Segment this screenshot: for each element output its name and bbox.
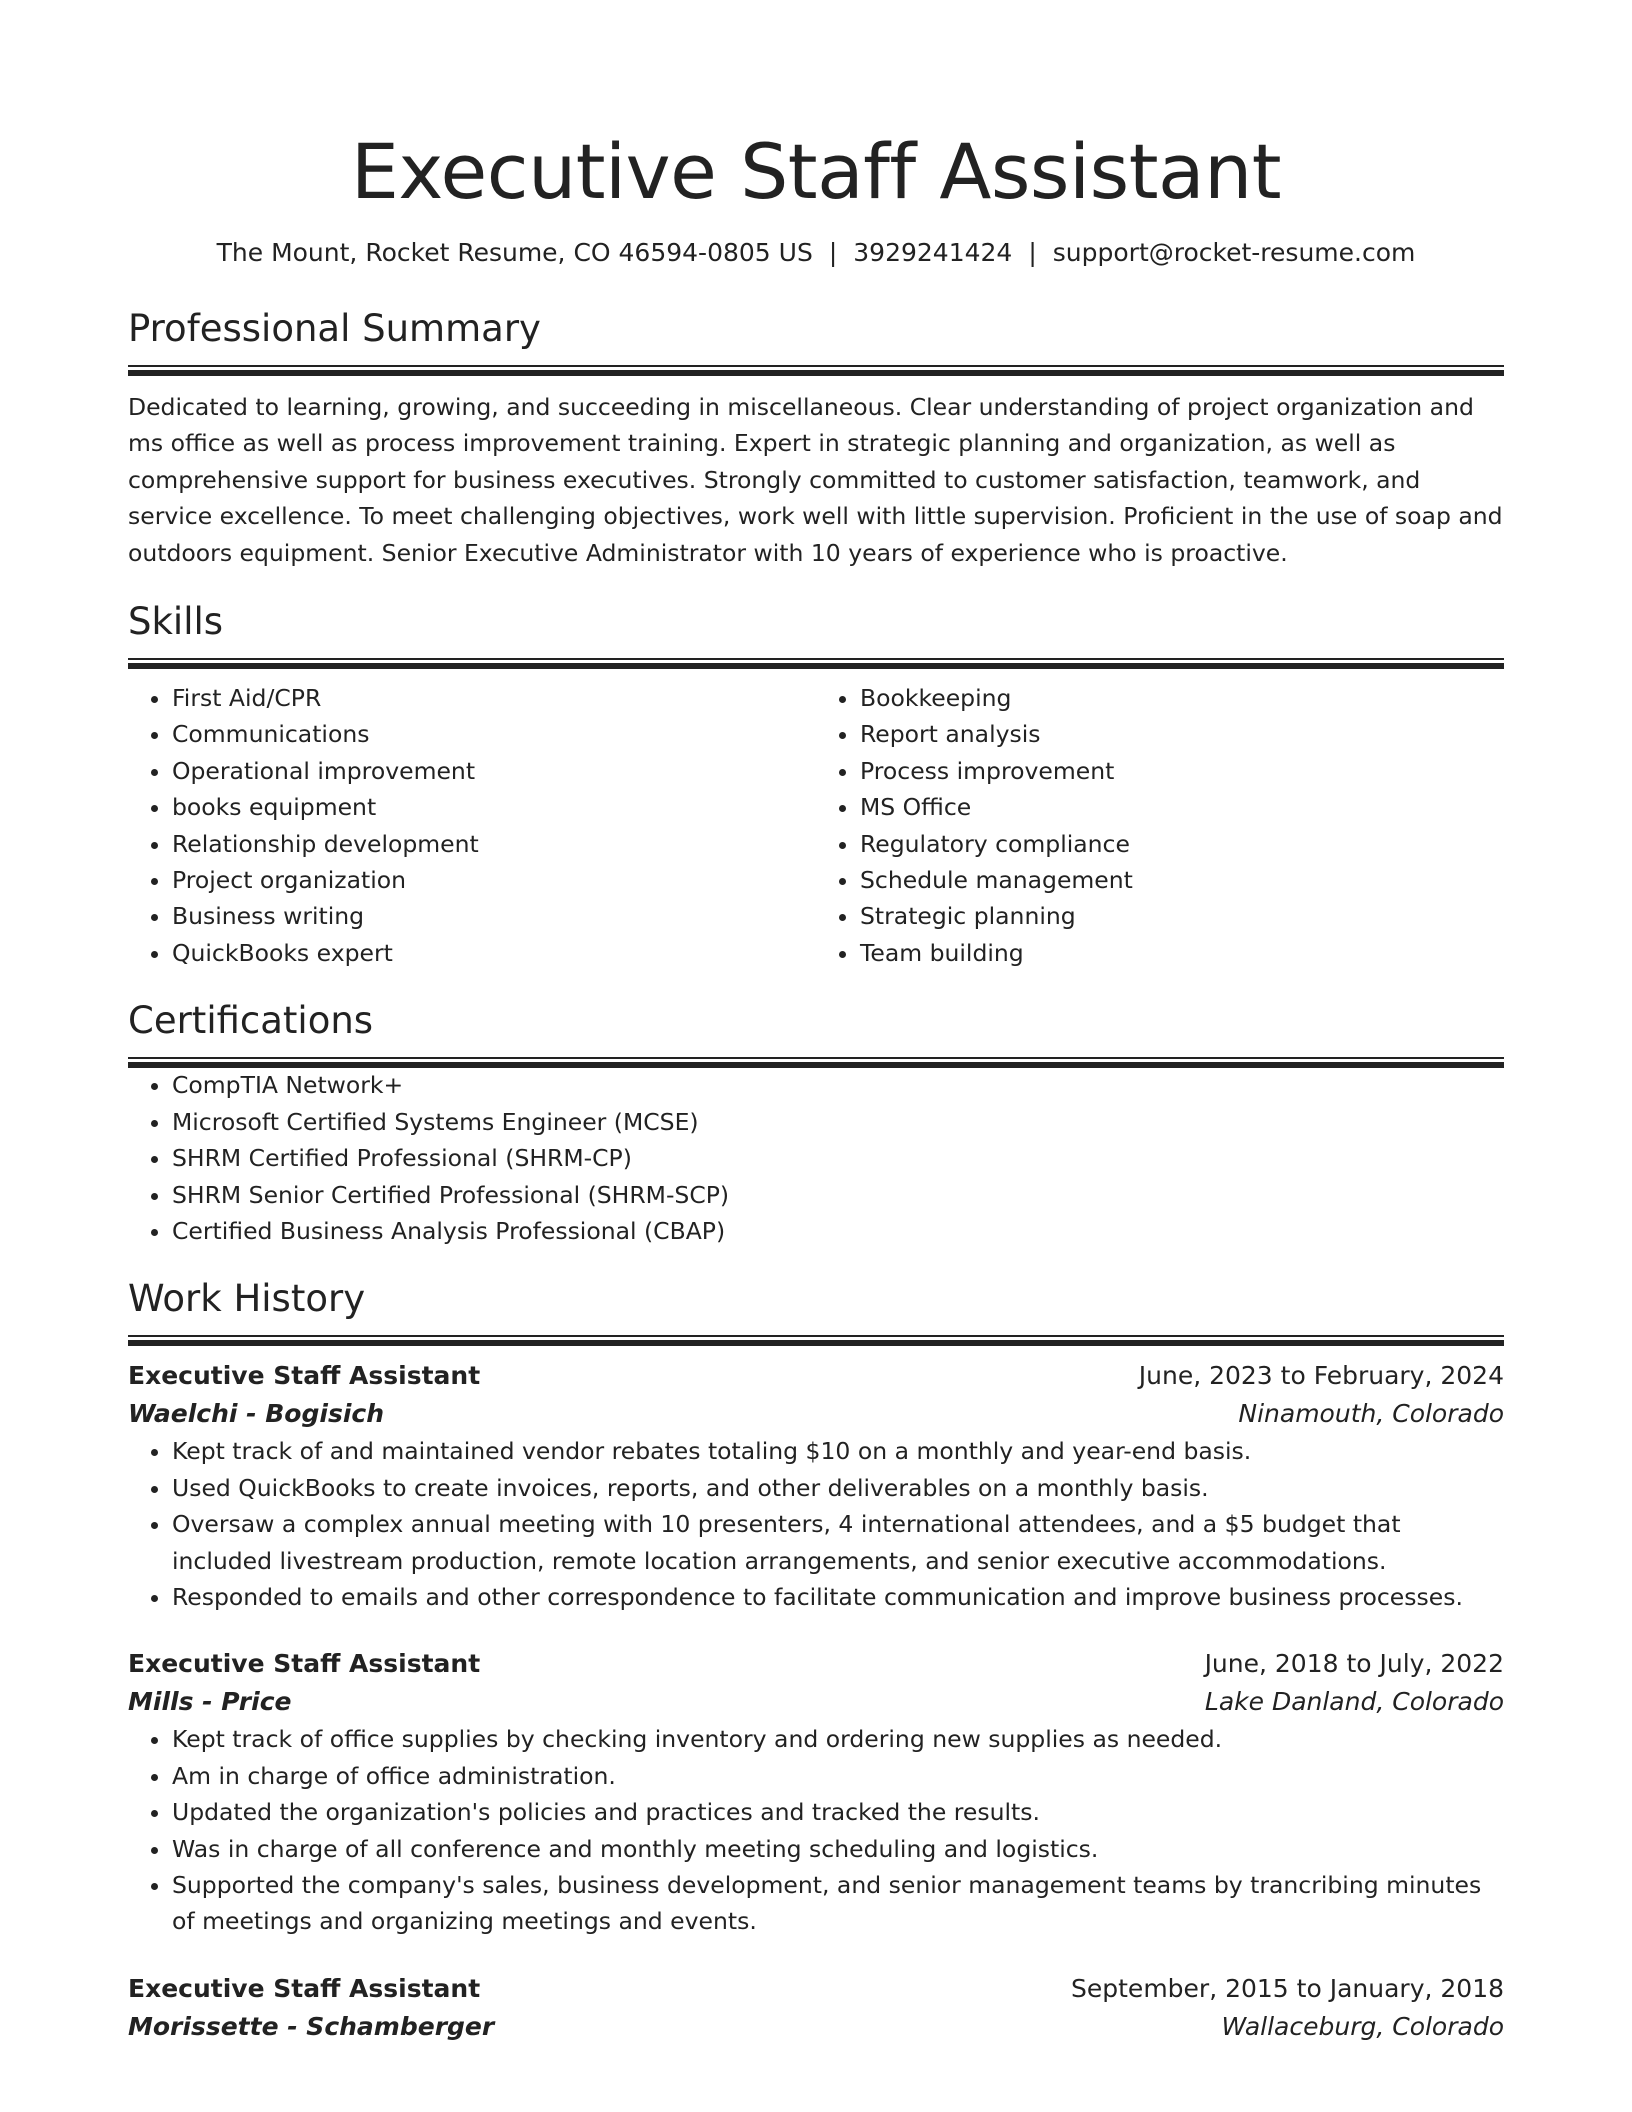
- job-bullet: • Used QuickBooks to create invoices, reports, and other deliverables on a monthly basis.: [172, 1470, 1504, 1506]
- section-divider: [128, 658, 1504, 668]
- certifications-section: [128, 997, 1504, 1249]
- section-title-skills: Skills: [128, 600, 224, 644]
- job-bullet: • Kept track of and maintained vendor rebates totaling $10 on a monthly and year-end basis.: [172, 1433, 1504, 1469]
- skill-item: • books equipment: [172, 789, 816, 825]
- section-divider: [128, 365, 1504, 375]
- skill-item: • Communications: [172, 716, 816, 752]
- skill-item: • Schedule management: [860, 862, 1504, 898]
- contact-address: The Mount, Rocket Resume, CO 46594-0805 US: [216, 238, 813, 267]
- job-bullet-list: [128, 1433, 1504, 1615]
- job-bullet: • Supported the company's sales, business development, and senior management teams by trancribing minutes of meetings and organizing meetings and events.: [172, 1867, 1504, 1940]
- job-bullet-list: [128, 1721, 1504, 1939]
- skill-item: • First Aid/CPR: [172, 680, 816, 716]
- job-bullet: • Responded to emails and other correspondence to facilitate communication and improve business processes.: [172, 1579, 1504, 1615]
- summary-text: Dedicated to learning, growing, and succeeding in miscellaneous. Clear understanding of project organization and ms office as well as process improvement training. Expert in strategic planning and organization, as well as comprehensive support for business executives. Strongly committed to customer satisfaction, teamwork, and service excellence. To meet challenging objectives, work well with little supervision. Proficient in the use of soap and outdoors equipment. Senior Executive Administrator with 10 years of experience who is proactive.: [128, 393, 1503, 567]
- job-bullet: • Was in charge of all conference and monthly meeting scheduling and logistics.: [172, 1831, 1504, 1867]
- section-title-summary: Professional Summary: [128, 307, 541, 350]
- skill-item: • Operational improvement: [172, 753, 816, 789]
- skill-item: • Process improvement: [860, 753, 1504, 789]
- job-company: Mills - Price: [128, 1687, 292, 1717]
- skill-item: • Strategic planning: [860, 898, 1504, 934]
- job-dates: September, 2015 to January, 2018: [1071, 1973, 1504, 2003]
- skills-list-left: [128, 680, 816, 971]
- certification-item: • SHRM Senior Certified Professional (SHRM-SCP): [172, 1177, 1504, 1213]
- job-header: [128, 1645, 1504, 1683]
- job-header: [128, 1970, 1504, 2008]
- work-history-section: [128, 1275, 1504, 2045]
- job-location: Wallaceburg, Colorado: [1221, 2011, 1504, 2041]
- section-title-work-history: Work History: [128, 1277, 366, 1321]
- job-subheader: [128, 1395, 1504, 1433]
- job-dates: June, 2023 to February, 2024: [1138, 1361, 1504, 1391]
- job-dates: June, 2018 to July, 2022: [1204, 1649, 1504, 1679]
- summary-section: [128, 305, 1504, 571]
- skill-item: • Bookkeeping: [860, 680, 1504, 716]
- resume-page: [128, 0, 1504, 2046]
- contact-phone: 3929241424: [853, 238, 1013, 267]
- skill-item: • Relationship development: [172, 826, 816, 862]
- job-bullet: • Am in charge of office administration.: [172, 1758, 1504, 1794]
- job-company: Morissette - Schamberger: [128, 2011, 495, 2041]
- resume-name: Executive Staff Assistant: [350, 127, 1282, 216]
- skill-item: • Report analysis: [860, 716, 1504, 752]
- job-header: [128, 1357, 1504, 1395]
- job-entry: [128, 1357, 1504, 1615]
- skills-grid: [128, 680, 1504, 971]
- skills-section: [128, 598, 1504, 971]
- job-title: Executive Staff Assistant: [128, 1649, 481, 1679]
- job-title: Executive Staff Assistant: [128, 1361, 481, 1391]
- skill-item: • QuickBooks expert: [172, 935, 816, 971]
- job-bullet: • Oversaw a complex annual meeting with 10 presenters, 4 international attendees, and a $5 budget that included livestream production, remote location arrangements, and senior executive accommodations.: [172, 1506, 1504, 1579]
- job-entry: [128, 1970, 1504, 2046]
- contact-line: [128, 236, 1504, 270]
- certification-item: • CompTIA Network+: [172, 1067, 1504, 1103]
- skills-list-right: [816, 680, 1504, 971]
- contact-separator: |: [1028, 238, 1037, 267]
- job-bullet: • Updated the organization's policies and practices and tracked the results.: [172, 1794, 1504, 1830]
- job-location: Lake Danland, Colorado: [1204, 1687, 1504, 1717]
- job-location: Ninamouth, Colorado: [1238, 1399, 1504, 1429]
- contact-separator: |: [828, 238, 838, 267]
- skill-item: • Business writing: [172, 898, 816, 934]
- certification-item: • Certified Business Analysis Professional (CBAP): [172, 1213, 1504, 1249]
- contact-email: support@rocket-resume.com: [1052, 238, 1416, 267]
- certification-item: • SHRM Certified Professional (SHRM-CP): [172, 1140, 1504, 1176]
- certifications-list: [128, 1067, 1504, 1249]
- skill-item: • Team building: [860, 935, 1504, 971]
- skill-item: • Regulatory compliance: [860, 826, 1504, 862]
- skill-item: • MS Office: [860, 789, 1504, 825]
- section-divider: [128, 1335, 1504, 1345]
- certification-item: • Microsoft Certified Systems Engineer (MCSE): [172, 1104, 1504, 1140]
- section-title-certifications: Certifications: [128, 999, 374, 1043]
- section-divider: [128, 1057, 1504, 1067]
- job-bullet: • Kept track of office supplies by checking inventory and ordering new supplies as needed.: [172, 1721, 1504, 1757]
- job-entry: [128, 1645, 1504, 1939]
- job-subheader: [128, 2008, 1504, 2046]
- skill-item: • Project organization: [172, 862, 816, 898]
- job-subheader: [128, 1683, 1504, 1721]
- job-title: Executive Staff Assistant: [128, 1973, 481, 2003]
- job-company: Waelchi - Bogisich: [128, 1399, 385, 1429]
